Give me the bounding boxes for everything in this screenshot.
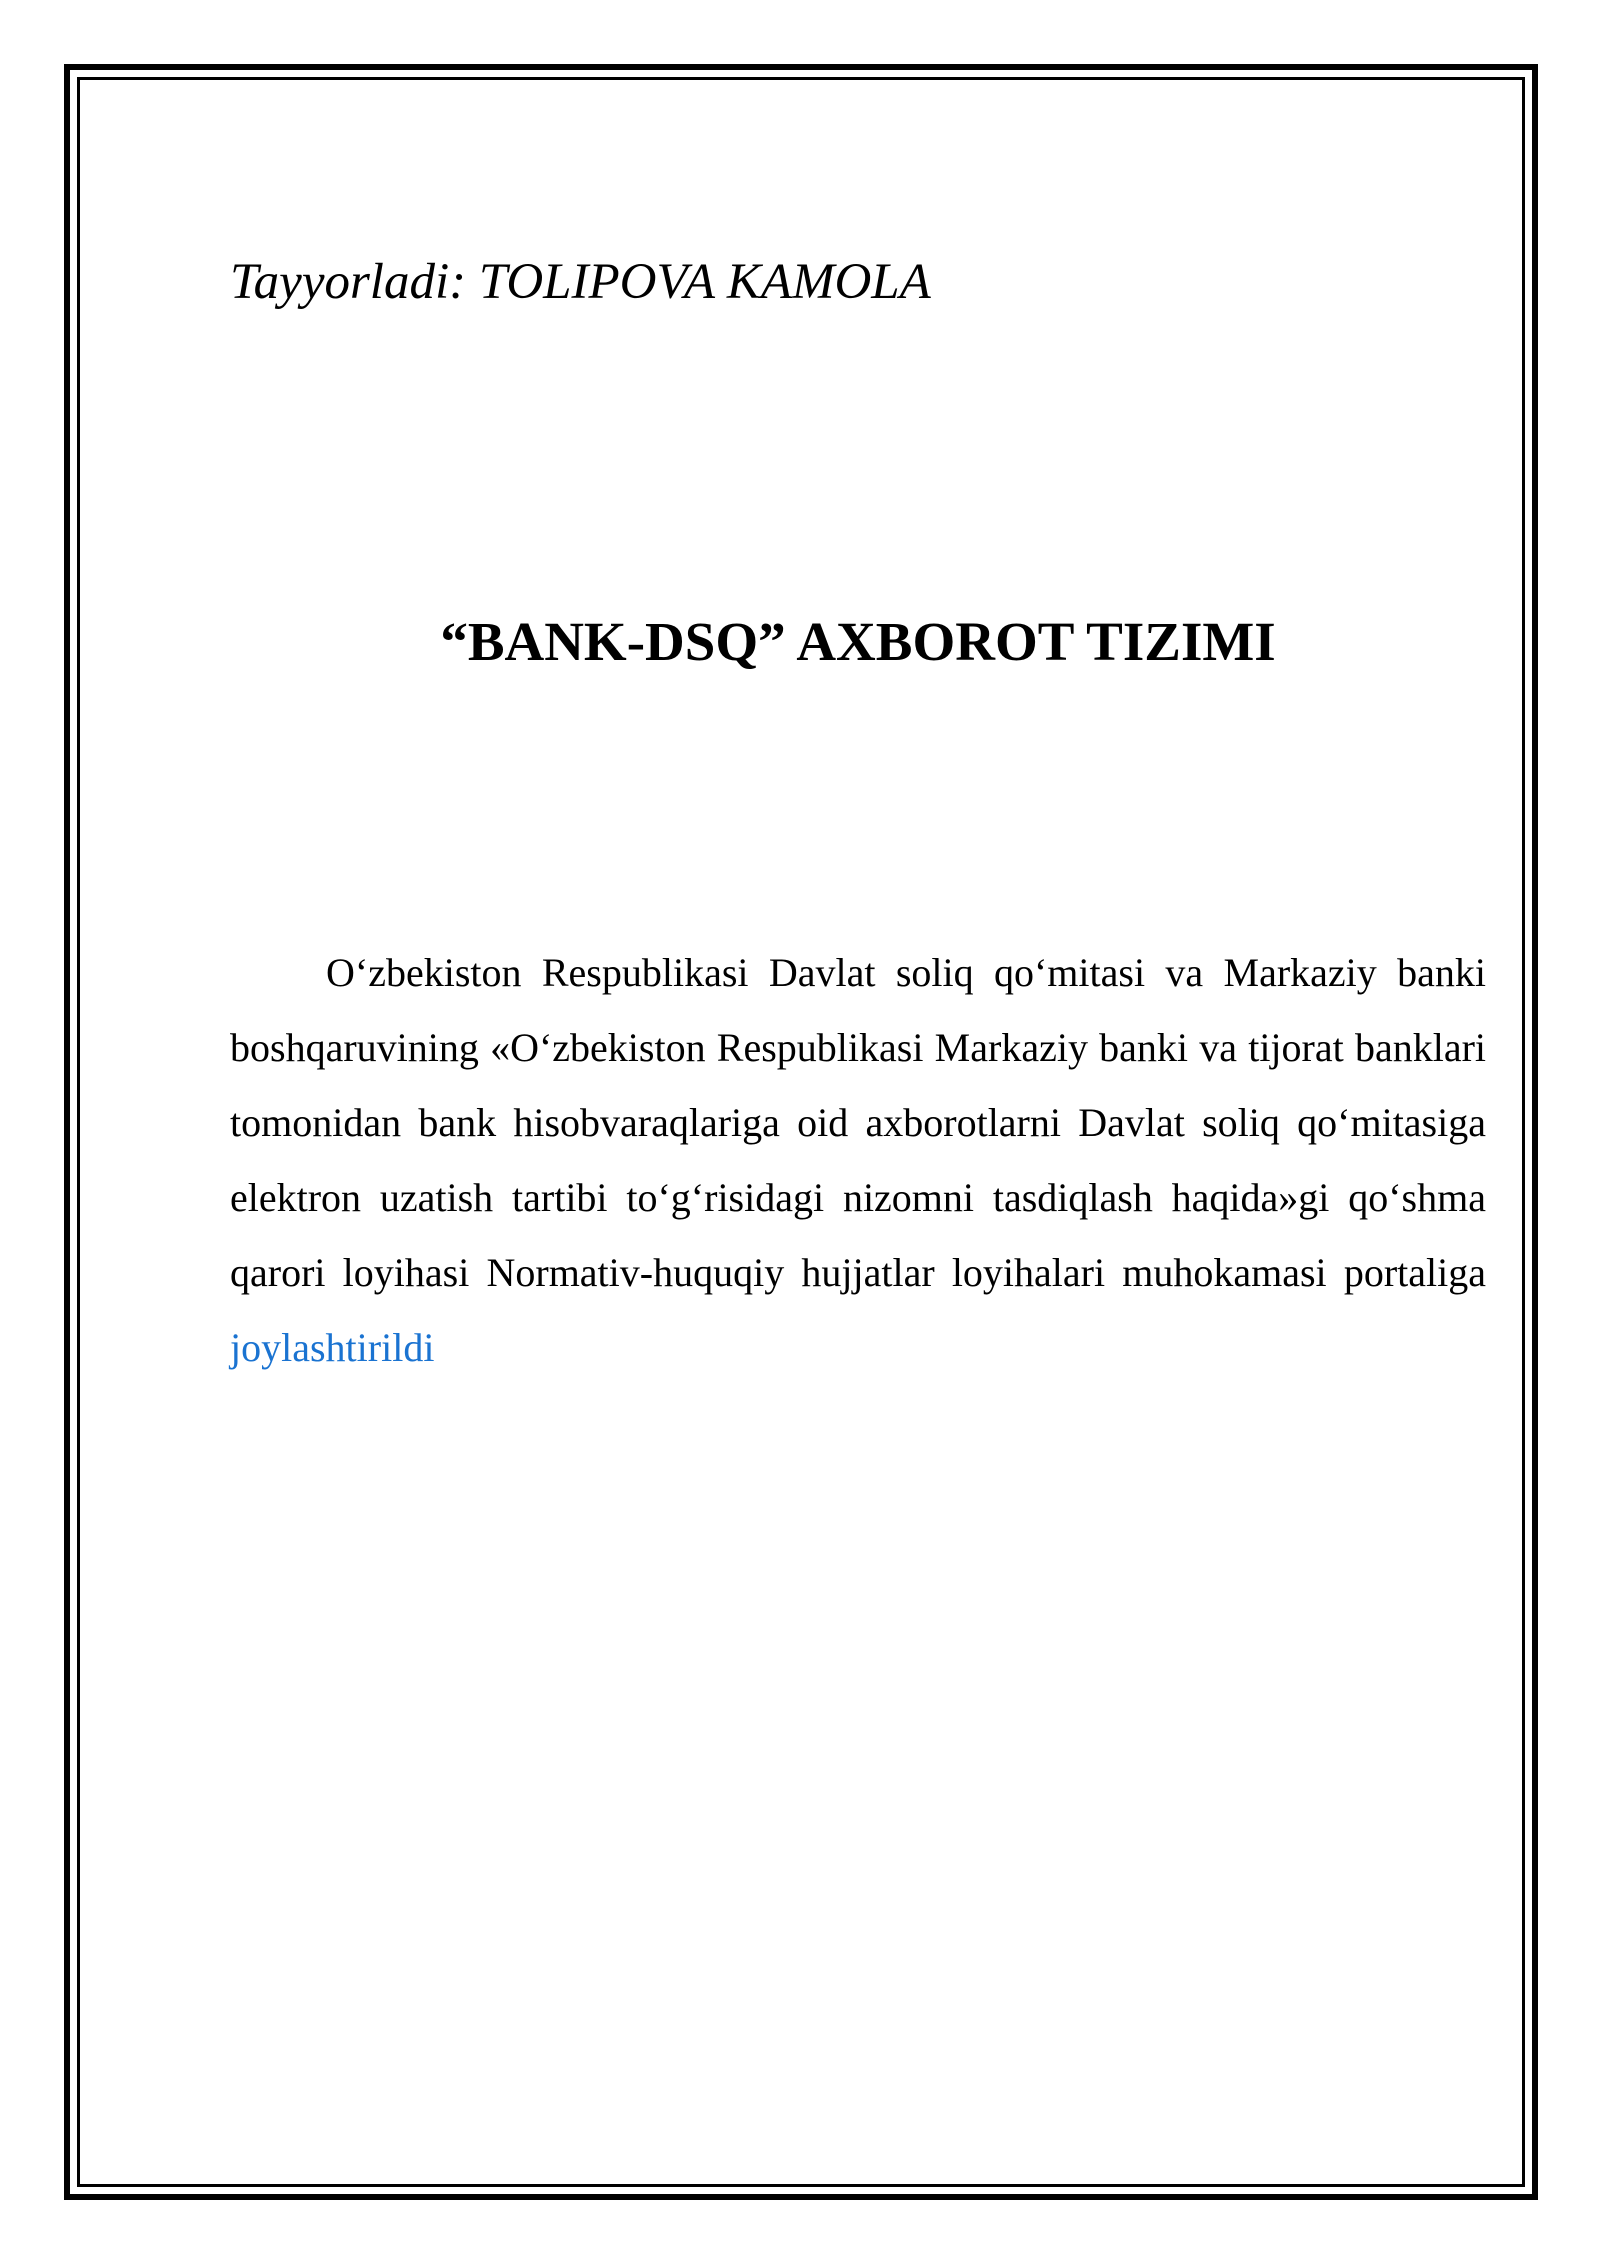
document-title: “BANK-DSQ” AXBOROT TIZIMI [440,611,1276,672]
posted-link[interactable]: joylashtirildi [230,1325,435,1370]
author-line: Tayyorladi: TOLIPOVA KAMOLA [230,254,931,310]
body-paragraph [230,935,1486,1385]
body-paragraph-text: O‘zbekiston Respublikasi Davlat soliq qo‘mitasi va Markaziy banki boshqaruvining «O‘zbekiston Respublikasi Markaziy banki va tijorat banklari tomonidan bank hisobvaraqlariga oid axborotlarni Davlat soliq qo‘mitasiga elektron uzatish tartibi to‘g‘risidagi nizomni tasdiqlash haqida»gi qo‘shma qarori loyihasi Normativ-huquqiy hujjatlar loyihalari muhokamasi portaliga [230,950,1486,1295]
